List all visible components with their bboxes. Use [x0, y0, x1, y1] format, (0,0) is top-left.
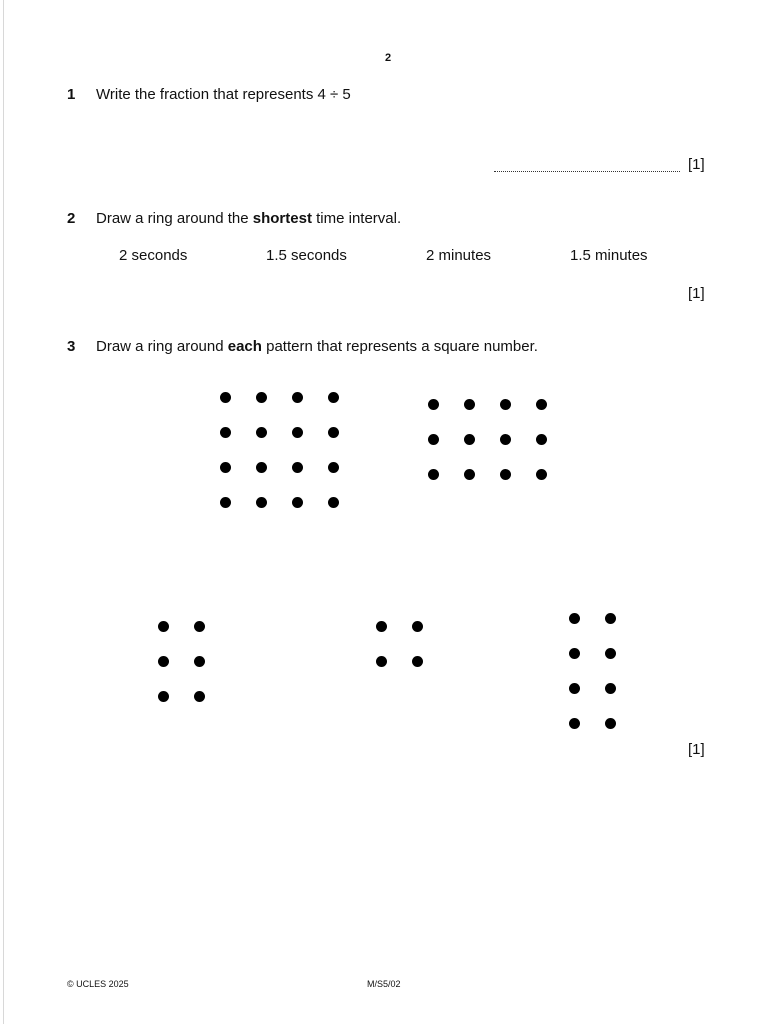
dot	[605, 683, 616, 694]
option-2-minutes[interactable]: 2 minutes	[426, 247, 492, 264]
page-edge-rule	[3, 0, 4, 1024]
dot	[428, 399, 439, 410]
dot	[569, 683, 580, 694]
dot	[376, 621, 387, 632]
question-2-number: 2	[67, 210, 76, 227]
dot	[194, 656, 205, 667]
dot	[256, 392, 267, 403]
dot	[328, 427, 339, 438]
dot	[220, 392, 231, 403]
dot	[605, 718, 616, 729]
dot	[500, 434, 511, 445]
question-1-mark: [1]	[688, 156, 705, 173]
dot	[292, 462, 303, 473]
dot	[569, 718, 580, 729]
dot	[158, 691, 169, 702]
option-1-5-minutes[interactable]: 1.5 minutes	[570, 247, 648, 264]
dot	[328, 462, 339, 473]
dot	[605, 613, 616, 624]
footer-copyright: © UCLES 2025	[67, 979, 129, 989]
dot	[292, 497, 303, 508]
dot	[376, 656, 387, 667]
dot	[256, 497, 267, 508]
dot	[569, 648, 580, 659]
question-1-text: Write the fraction that represents 4 ÷ 5	[96, 86, 351, 103]
dot	[500, 399, 511, 410]
question-2-text: Draw a ring around the shortest time interval.	[96, 210, 402, 227]
question-1-number: 1	[67, 86, 76, 103]
dot	[412, 656, 423, 667]
dot	[292, 392, 303, 403]
dot	[605, 648, 616, 659]
page-number: 2	[384, 52, 392, 64]
dot	[536, 469, 547, 480]
question-3-emphasis: each	[227, 338, 262, 355]
question-3-text: Draw a ring around each pattern that represents a square number.	[96, 338, 538, 355]
dot	[569, 613, 580, 624]
dot	[220, 427, 231, 438]
question-3-mark: [1]	[688, 741, 705, 758]
dot	[536, 434, 547, 445]
dot	[194, 691, 205, 702]
question-1-answer-line[interactable]	[494, 171, 680, 172]
question-2-emphasis: shortest	[252, 210, 312, 227]
dot	[292, 427, 303, 438]
option-2-seconds[interactable]: 2 seconds	[119, 247, 188, 264]
dot	[158, 656, 169, 667]
dot	[220, 462, 231, 473]
question-3-number: 3	[67, 338, 76, 355]
dot	[412, 621, 423, 632]
dot	[500, 469, 511, 480]
footer-paper-code: M/S5/02	[367, 979, 401, 989]
dot	[220, 497, 231, 508]
dot	[158, 621, 169, 632]
option-1-5-seconds[interactable]: 1.5 seconds	[266, 247, 347, 264]
dot	[256, 427, 267, 438]
dot	[428, 469, 439, 480]
dot	[328, 392, 339, 403]
dot	[536, 399, 547, 410]
dot	[428, 434, 439, 445]
dot	[328, 497, 339, 508]
dot	[464, 469, 475, 480]
question-2-mark: [1]	[688, 285, 705, 302]
dot	[464, 399, 475, 410]
dot	[464, 434, 475, 445]
dot	[256, 462, 267, 473]
dot	[194, 621, 205, 632]
